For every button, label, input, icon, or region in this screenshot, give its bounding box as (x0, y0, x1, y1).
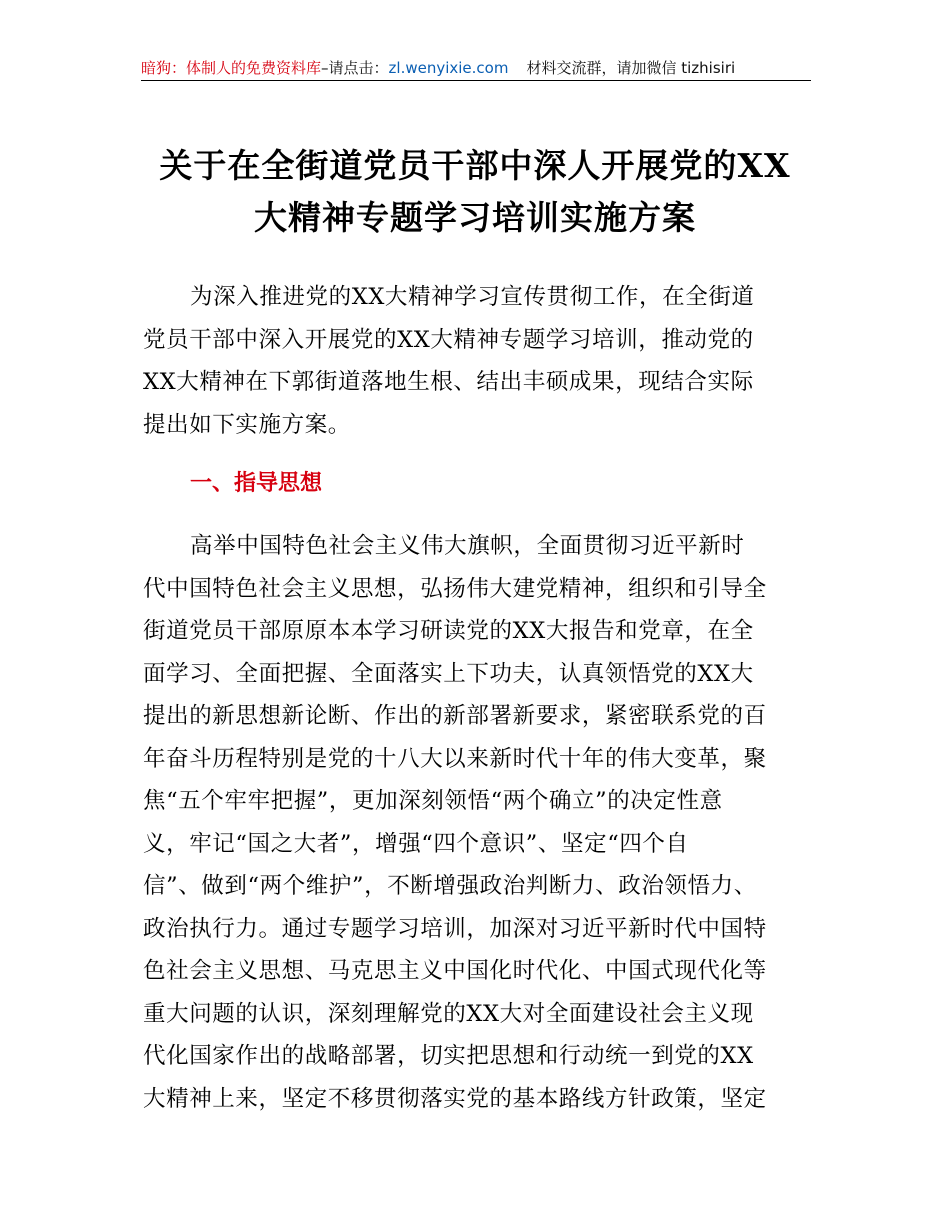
body-line: 信”、做到“两个维护”，不断增强政治判断力、政治领悟力、 (143, 873, 757, 899)
intro-line: 党员干部中深入开展党的XX大精神专题学习培训，推动党的 (143, 326, 754, 353)
header-prefix: 暗狗：体制人的免费资料库 (141, 59, 322, 77)
body-line: 义，牢记“国之大者”，增强“四个意识”、坚定“四个自 (143, 830, 689, 857)
body-line: 大精神上来，坚定不移贯彻落实党的基本路线方针政策，坚定 (143, 1085, 767, 1112)
title-line-2: 大精神专题学习培训实施方案 (254, 198, 696, 237)
intro-paragraph (143, 276, 823, 446)
body-line: 色社会主义思想、马克思主义中国化时代化、中国式现代化等 (143, 958, 767, 984)
section-heading-guiding-ideology: 一、指导思想 (190, 471, 323, 496)
body-line: 高举中国特色社会主义伟大旗帜，全面贯彻习近平新时 (190, 533, 745, 559)
document-title (100, 140, 850, 244)
header-contact: 材料交流群，请加微信 tizhisiri (526, 59, 736, 77)
body-line: 焦“五个牢牢把握”，更加深刻领悟“两个确立”的决定性意 (143, 788, 723, 814)
header-url-link[interactable]: zl.wenyixie.com (388, 59, 509, 77)
body-line: 重大问题的认识，深刻理解党的XX大对全面建设社会主义现 (143, 1000, 754, 1027)
title-line-1: 关于在全街道党员干部中深人开展党的XX (159, 146, 791, 185)
header-click-text: –请点击： (321, 59, 389, 77)
body-line: 街道党员干部原原本本学习研读党的XX大报告和党章，在全 (143, 618, 754, 644)
header-banner (141, 56, 811, 81)
intro-line: 为深入推进党的XX大精神学习宣传贯彻工作，在全街道 (190, 284, 755, 310)
section-1-paragraph (143, 525, 823, 1120)
body-line: 年奋斗历程特别是党的十八大以来新时代十年的伟大变革，聚 (143, 745, 767, 772)
intro-line: XX大精神在下郭街道落地生根、结出丰硕成果，现结合实际 (143, 369, 754, 395)
body-line: 政治执行力。通过专题学习培训，加深对习近平新时代中国特 (143, 915, 767, 942)
body-line: 面学习、全面把握、全面落实上下功夫，认真领悟党的XX大 (143, 660, 754, 687)
body-line: 代化国家作出的战略部署，切实把思想和行动统一到党的XX (143, 1043, 754, 1069)
intro-line: 提出如下实施方案。 (143, 411, 351, 438)
body-line: 提出的新思想新论断、作出的新部署新要求，紧密联系党的百 (143, 703, 767, 729)
body-line: 代中国特色社会主义思想，弘扬伟大建党精神，组织和引导全 (143, 575, 767, 602)
